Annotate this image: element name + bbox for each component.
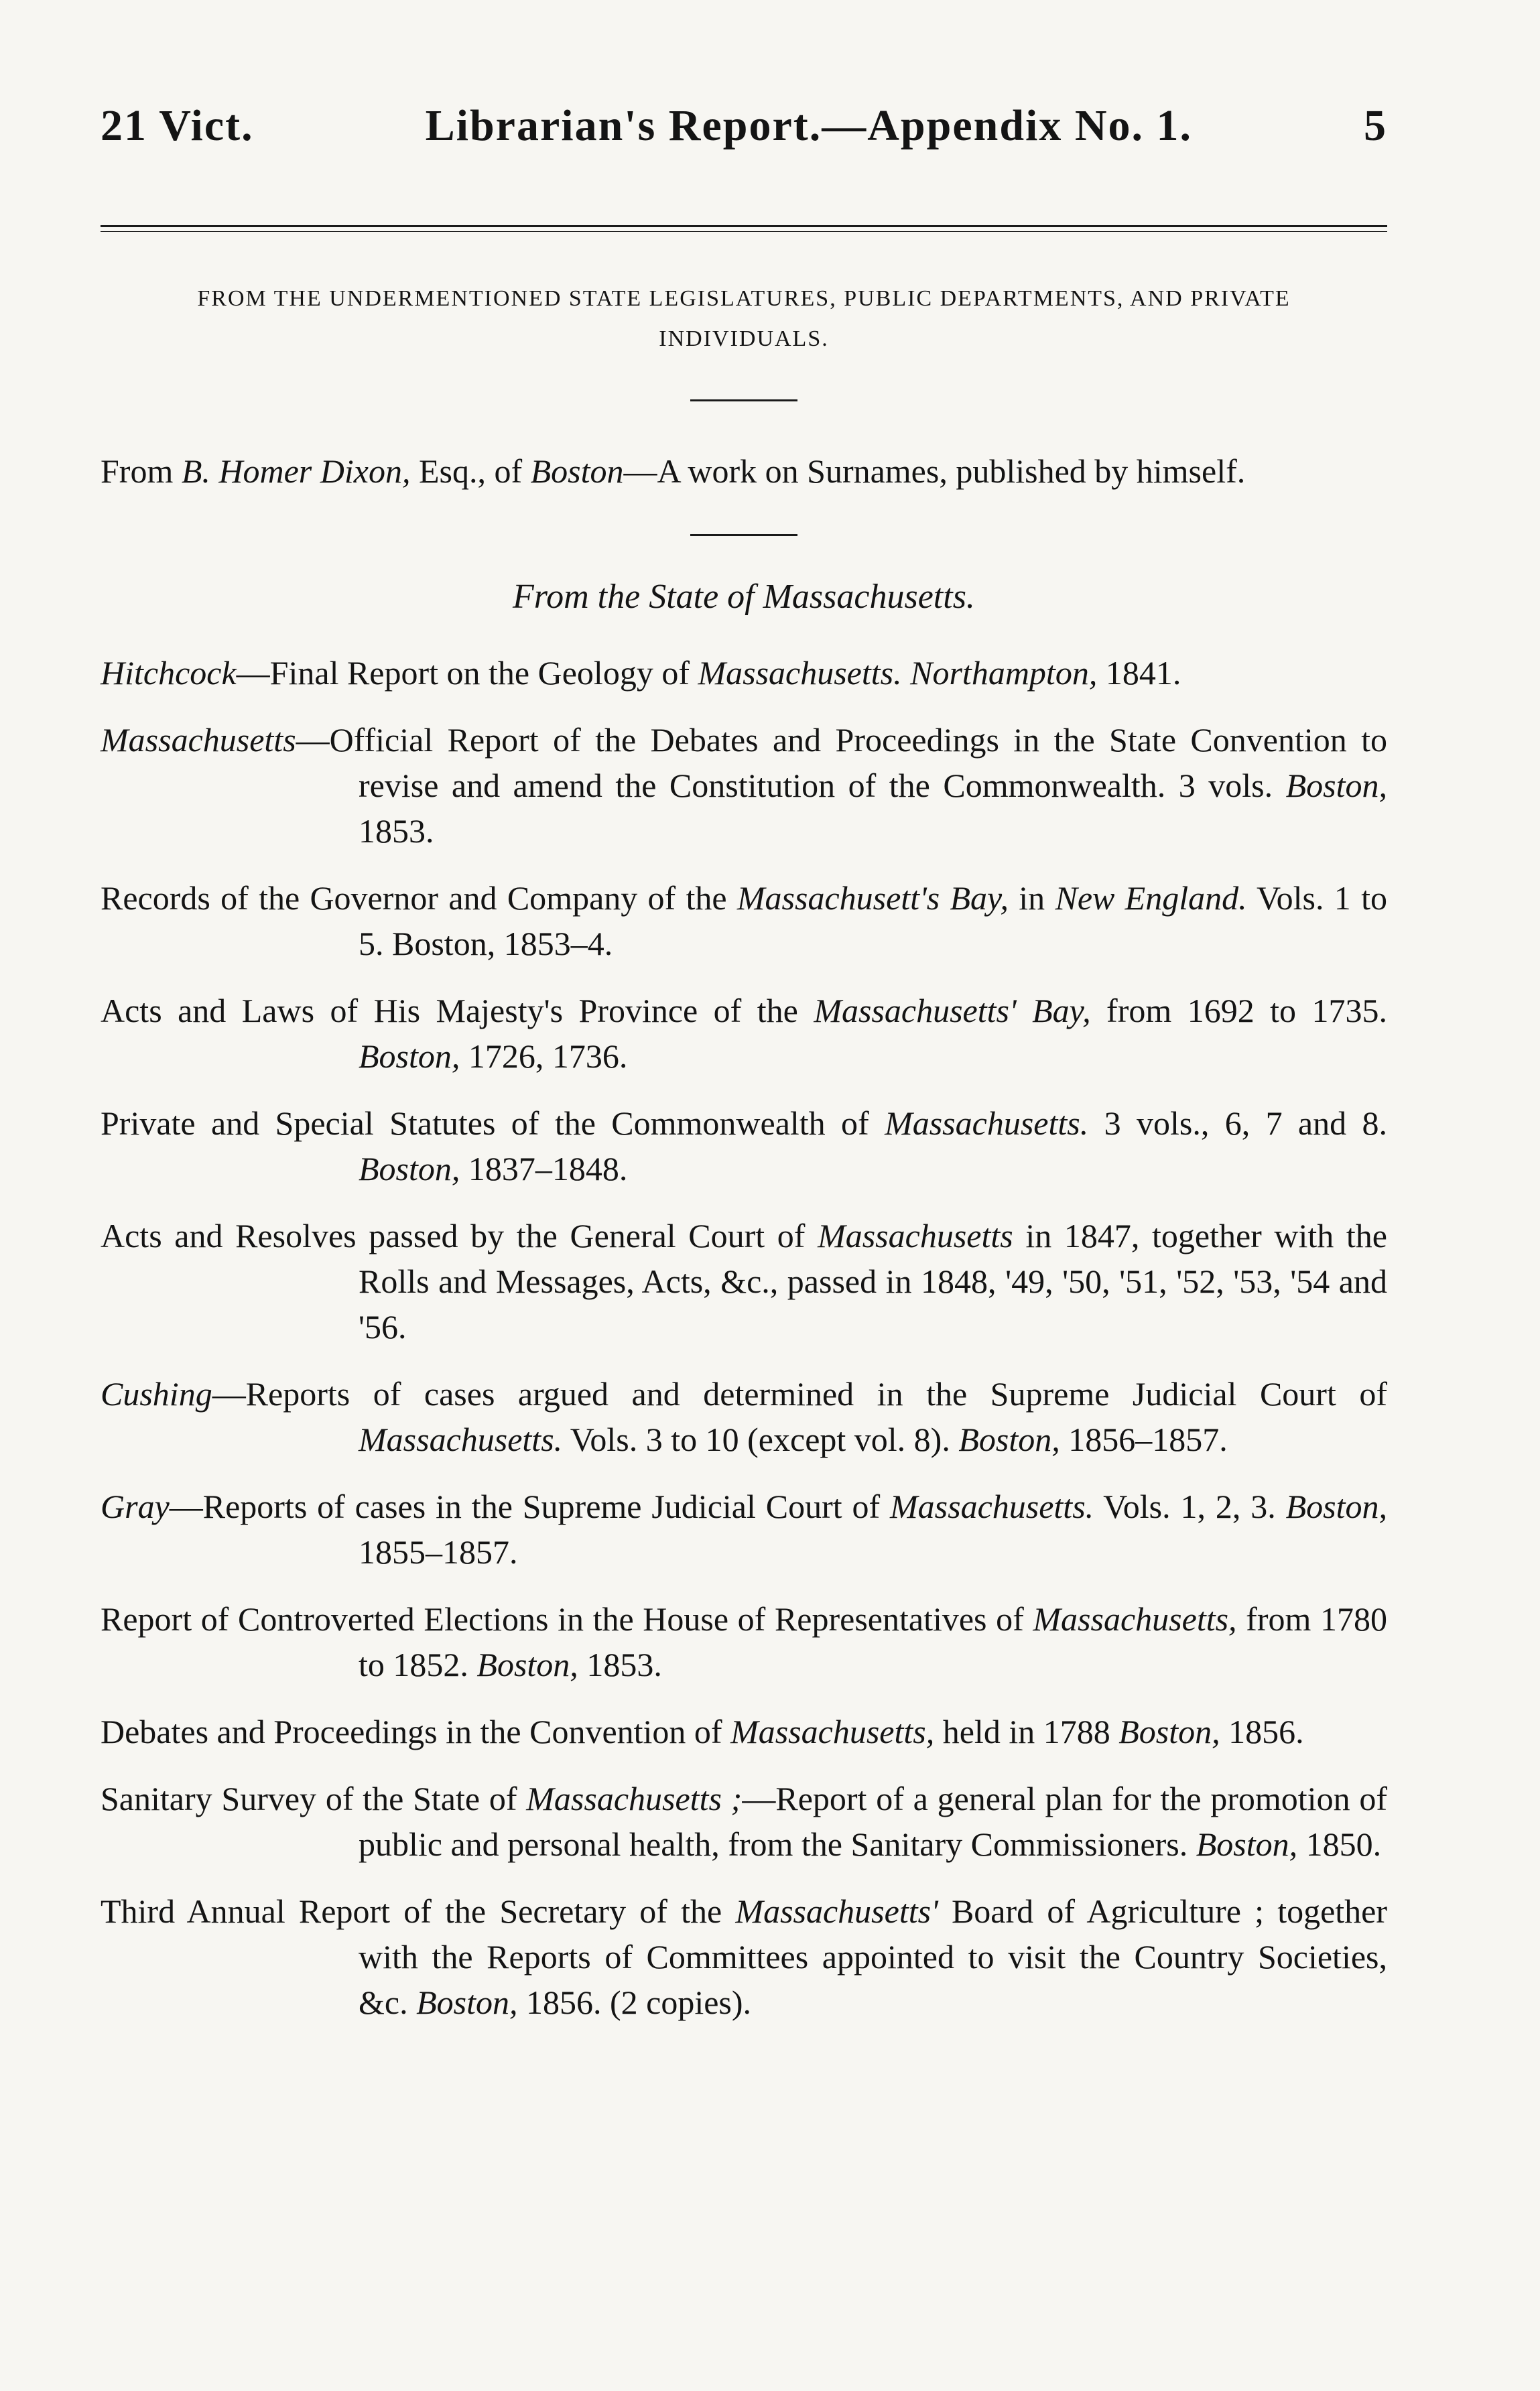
list-item — [101, 717, 1387, 854]
entry-place: Boston, — [416, 1984, 518, 2021]
list-item — [101, 988, 1387, 1079]
dixon-rest: —A work on Surnames, published by himself. — [623, 452, 1246, 490]
entry-text: —Official Report of the Debates and Proceedings in the State Convention to revise and amend the Constitution of the Commonwealth. 3 vols. — [296, 721, 1387, 804]
header-session: 21 Vict. — [101, 101, 254, 150]
entry-italic: Massachusett's Bay, — [736, 879, 1009, 917]
divider-rule — [690, 534, 797, 536]
entry-text: —Final Report on the Geology of — [236, 654, 698, 692]
entry-tail: 1726, 1736. — [460, 1037, 628, 1075]
sub-heading: From the State of Massachusetts. — [513, 578, 975, 616]
dixon-name: B. Homer Dixon, — [181, 452, 411, 490]
list-item — [101, 1371, 1387, 1462]
section-heading-line-2: INDIVIDUALS. — [659, 326, 829, 351]
entry-italic: Massachusetts. — [359, 1421, 563, 1458]
entry-text — [902, 654, 911, 692]
entry-tail: 1850. — [1297, 1825, 1382, 1863]
page-number: 5 — [1364, 101, 1387, 150]
dixon-entry — [101, 448, 1387, 494]
list-item — [101, 1100, 1387, 1191]
entry-place: Boston, — [1118, 1713, 1220, 1750]
entry-text: Debates and Proceedings in the Convention of — [101, 1713, 731, 1750]
entry-tail: 1853. — [359, 812, 434, 850]
list-item — [101, 875, 1387, 966]
entry-tail: 1855–1857. — [359, 1533, 518, 1571]
entry-place: Boston, — [476, 1646, 578, 1683]
section-heading-line-1: FROM THE UNDERMENTIONED STATE LEGISLATURES, PUBLIC DEPARTMENTS, AND PRIVATE — [197, 286, 1291, 311]
list-item — [101, 1213, 1387, 1350]
entry-tail: Vols. 1 to 5. Boston, 1853–4. — [359, 879, 1387, 962]
entry-text: Private and Special Statutes of the Commonwealth of — [101, 1104, 885, 1142]
entry-text: in — [1009, 879, 1055, 917]
entry-italic: Massachusetts, — [730, 1713, 935, 1750]
list-item — [101, 1776, 1387, 1867]
entry-text: Board of Agriculture ; together with the Reports of Committees appointed to visit the Country Societies, &c. — [359, 1892, 1388, 2021]
entry-text: —Report of a general plan for the promotion of public and personal health, from the Sanitary Commissioners. — [359, 1780, 1387, 1863]
entry-place: Boston, — [1285, 767, 1387, 804]
entry-tail: 1837–1848. — [460, 1150, 628, 1187]
entry-tail: 1856–1857. — [1060, 1421, 1228, 1458]
entry-text: in 1847, together with the Rolls and Messages, Acts, &c., passed in 1848, '49, '50, '51, '52, '53, '54 and '56. — [359, 1217, 1387, 1346]
list-item — [101, 1596, 1387, 1687]
entry-text: from 1692 to 1735. — [1090, 992, 1387, 1029]
entry-text: Acts and Laws of His Majesty's Province of the — [101, 992, 814, 1029]
entry-text: Report of Controverted Elections in the House of Representatives of — [101, 1600, 1033, 1638]
running-head — [101, 101, 1387, 161]
entry-place: Boston, — [1285, 1488, 1387, 1525]
entry-text: Vols. 3 to 10 (except vol. 8). — [562, 1421, 959, 1458]
entry-text: —Reports of cases in the Supreme Judicial Court of — [169, 1488, 890, 1525]
list-item — [101, 650, 1387, 696]
entry-italic: Massachusetts' Bay, — [814, 992, 1091, 1029]
entry-italic: Massachusetts. — [698, 654, 902, 692]
entry-italic: Massachusetts' — [735, 1892, 938, 1930]
entry-author: Massachusetts — [101, 721, 296, 759]
entry-place: Boston, — [1196, 1825, 1298, 1863]
section-heading — [101, 279, 1387, 359]
dixon-place: Boston — [530, 452, 624, 490]
header-title: Librarian's Report.—Appendix No. 1. — [425, 101, 1193, 150]
entry-tail: 1841. — [1097, 654, 1181, 692]
entry-place: Boston, — [359, 1037, 460, 1075]
entry-text: Sanitary Survey of the State of — [101, 1780, 527, 1817]
entry-text: Vols. 1, 2, 3. — [1094, 1488, 1286, 1525]
entry-text: —Reports of cases argued and determined in the Supreme Judicial Court of — [212, 1375, 1387, 1413]
entry-text: Records of the Governor and Company of the — [101, 879, 737, 917]
entry-italic: Massachusetts — [818, 1217, 1013, 1254]
divider-rule — [690, 399, 797, 401]
entry-place: Boston, — [958, 1421, 1060, 1458]
entry-place: Northampton, — [910, 654, 1098, 692]
entry-tail: 1856. (2 copies). — [517, 1984, 752, 2021]
entry-text: held in 1788 — [934, 1713, 1119, 1750]
entry-italic: Massachusetts, — [1033, 1600, 1237, 1638]
entry-tail: 1856. — [1220, 1713, 1304, 1750]
entry-author: Hitchcock — [101, 654, 237, 692]
entry-italic: Massachusetts. — [885, 1104, 1089, 1142]
dixon-lead: From — [101, 452, 182, 490]
list-item — [101, 1709, 1387, 1754]
entry-text: Acts and Resolves passed by the General Court of — [101, 1217, 818, 1254]
entry-text: from 1780 to 1852. — [359, 1600, 1387, 1683]
header-double-rule — [101, 225, 1387, 232]
dixon-mid: Esq., of — [410, 452, 531, 490]
entry-italic: Massachusetts. — [890, 1488, 1094, 1525]
entry-text: Third Annual Report of the Secretary of the — [101, 1892, 736, 1930]
entry-tail: 1853. — [578, 1646, 662, 1683]
entry-place: New England. — [1055, 879, 1247, 917]
list-item — [101, 1888, 1387, 2025]
entry-list — [101, 650, 1387, 2025]
entry-text: 3 vols., 6, 7 and 8. — [1088, 1104, 1387, 1142]
page — [101, 101, 1387, 2025]
entry-author: Cushing — [101, 1375, 212, 1413]
entry-place: Boston, — [359, 1150, 460, 1187]
entry-italic: Massachusetts ; — [526, 1780, 743, 1817]
list-item — [101, 1484, 1387, 1575]
entry-author: Gray — [101, 1488, 170, 1525]
